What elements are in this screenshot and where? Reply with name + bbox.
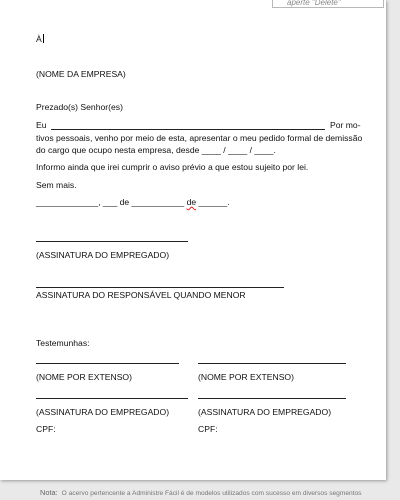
guardian-signature-label: ASSINATURA DO RESPONSÁVEL QUANDO MENOR <box>36 290 246 300</box>
delete-hint-box <box>272 0 384 8</box>
recipient-text: À <box>36 34 42 44</box>
closing: Sem mais. <box>36 180 77 190</box>
date-line <box>36 197 230 208</box>
witness-2-cpf: CPF: <box>198 424 218 434</box>
employee-signature-label: (ASSINATURA DO EMPREGADO) <box>36 250 170 260</box>
guardian-signature-line <box>36 287 284 288</box>
date-day-blank: , ___ <box>98 197 118 207</box>
greeting: Prezado(s) Senhor(es) <box>36 102 123 112</box>
witness-2-signature-label: (ASSINATURA DO EMPREGADO) <box>198 407 332 417</box>
body-line-3: do cargo que ocupo nesta empresa, desde ____ / ____ / ____. <box>36 145 276 155</box>
witnesses-label: Testemunhas: <box>36 338 90 348</box>
witness-1-name-line <box>36 363 179 364</box>
delete-hint-text: aperte "Delete" <box>287 0 341 7</box>
company-name: (NOME DA EMPRESA) <box>36 69 126 79</box>
body-line-4: Informo ainda que irei cumprir o aviso prévio a que estou sujeito por lei. <box>36 162 309 172</box>
witness-2-name-label: (NOME POR EXTENSO) <box>198 372 294 382</box>
witness-1-signature-label: (ASSINATURA DO EMPREGADO) <box>36 407 170 417</box>
body-line-1-end: Por mo- <box>330 120 361 130</box>
witness-2-signature-line <box>198 398 346 399</box>
employee-signature-line <box>36 241 188 242</box>
witness-1-signature-line <box>36 398 188 399</box>
date-de-2: de <box>186 197 197 207</box>
body-line-1-start: Eu <box>36 120 47 130</box>
witness-1-cpf: CPF: <box>36 424 56 434</box>
footer-label: Nota: <box>40 488 58 497</box>
recipient-line[interactable] <box>36 34 44 45</box>
witness-1-name-label: (NOME POR EXTENSO) <box>36 372 132 382</box>
body-line-2: tivos pessoais, venho por meio de esta, apresentar o meu pedido formal de demissão <box>36 133 363 143</box>
text-cursor <box>43 34 44 43</box>
footer-note <box>0 488 400 498</box>
employee-name-blank <box>51 129 325 130</box>
date-year-blank: ______. <box>198 197 230 207</box>
date-month-blank: ___________ <box>131 197 185 207</box>
witness-2-name-line <box>198 363 346 364</box>
date-city-blank: _____________ <box>36 197 99 207</box>
footer-text: O acervo pertencente a Administre Fácil é de modelos utilizados com sucesso em diversos segmentos <box>61 490 362 497</box>
date-de-1: de <box>119 197 130 207</box>
